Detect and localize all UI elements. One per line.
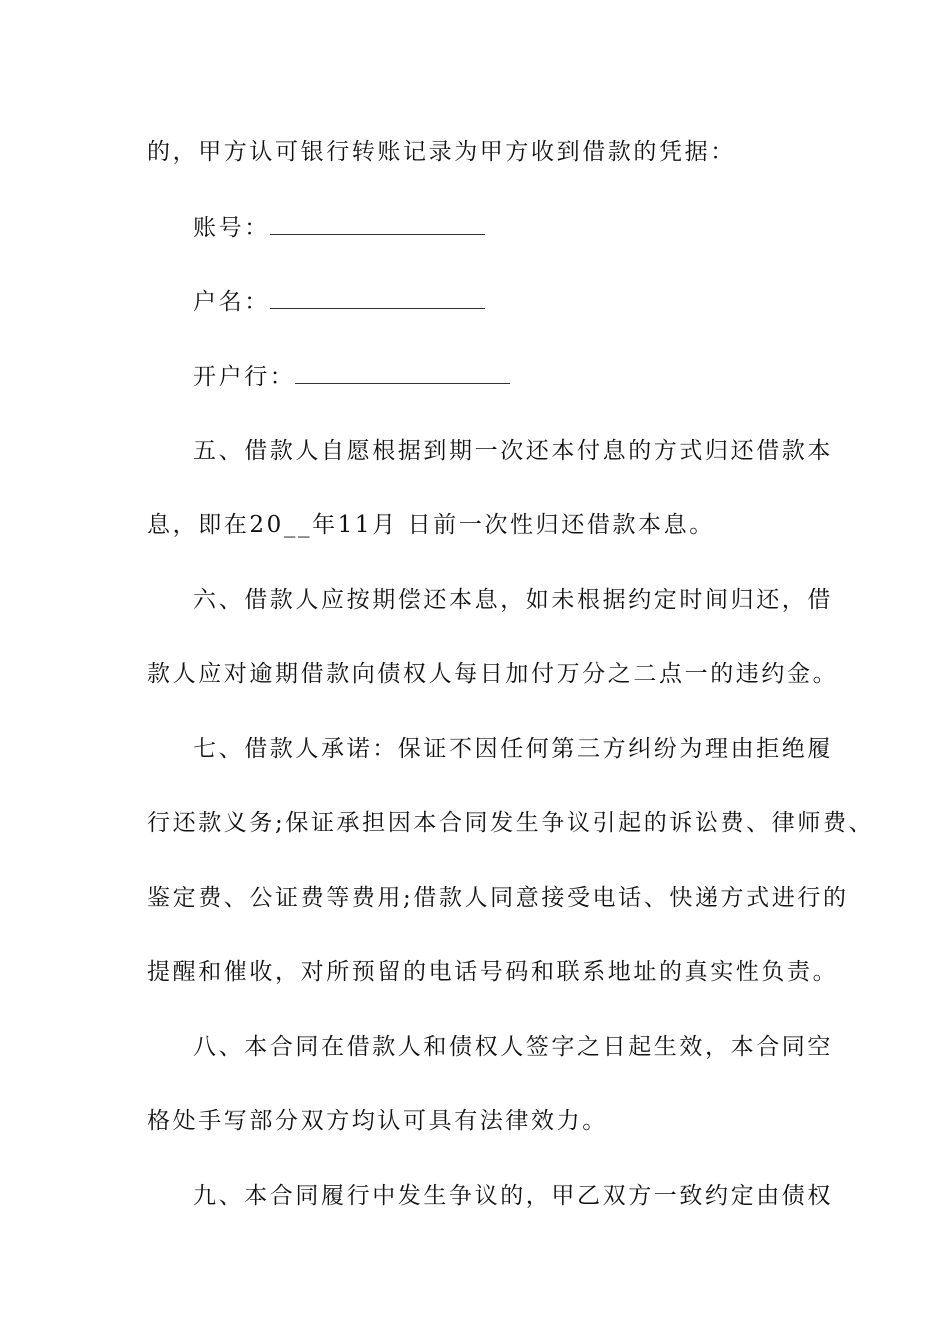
clause-8-line-1: 八、本合同在借款人和债权人签字之日起生效，本合同空	[193, 1034, 833, 1060]
account-name-field	[193, 286, 950, 317]
account-blank	[270, 212, 485, 235]
account-field	[193, 212, 950, 243]
bank-field	[193, 361, 950, 392]
clause-6-line-2: 款人应对逾期借款向债权人每日加付万分之二点一的违约金。	[147, 661, 839, 687]
clause-9-line-1: 九、本合同履行中发生争议的，甲乙双方一致约定由债权	[193, 1183, 833, 1209]
clause-6-line-1: 六、借款人应按期偿还本息，如未根据约定时间归还，借	[193, 587, 833, 613]
paragraph-line: 的，甲方认可银行转账记录为甲方收到借款的凭据：	[147, 139, 736, 165]
clause-8-line-2: 格处手写部分双方均认可具有法律效力。	[147, 1108, 608, 1134]
account-label: 账号：	[193, 215, 270, 241]
clause-7-line-4: 提醒和催收，对所预留的电话号码和联系地址的真实性负责。	[147, 959, 839, 985]
clause-5-line-1: 五、借款人自愿根据到期一次还本付息的方式归还借款本	[193, 438, 833, 464]
account-name-label: 户名：	[193, 289, 270, 315]
bank-blank	[295, 361, 510, 384]
clause-7-line-2: 行还款义务;保证承担因本合同发生争议引起的诉讼费、律师费、	[147, 810, 875, 836]
bank-label: 开户行：	[193, 364, 296, 390]
clause-7-line-3: 鉴定费、公证费等费用;借款人同意接受电话、快递方式进行的	[147, 885, 849, 911]
clause-7-line-1: 七、借款人承诺：保证不因任何第三方纠纷为理由拒绝履	[193, 736, 833, 762]
account-name-blank	[270, 286, 485, 309]
clause-5-line-2: 息，即在20__年11月 日前一次性归还借款本息。	[147, 512, 715, 538]
